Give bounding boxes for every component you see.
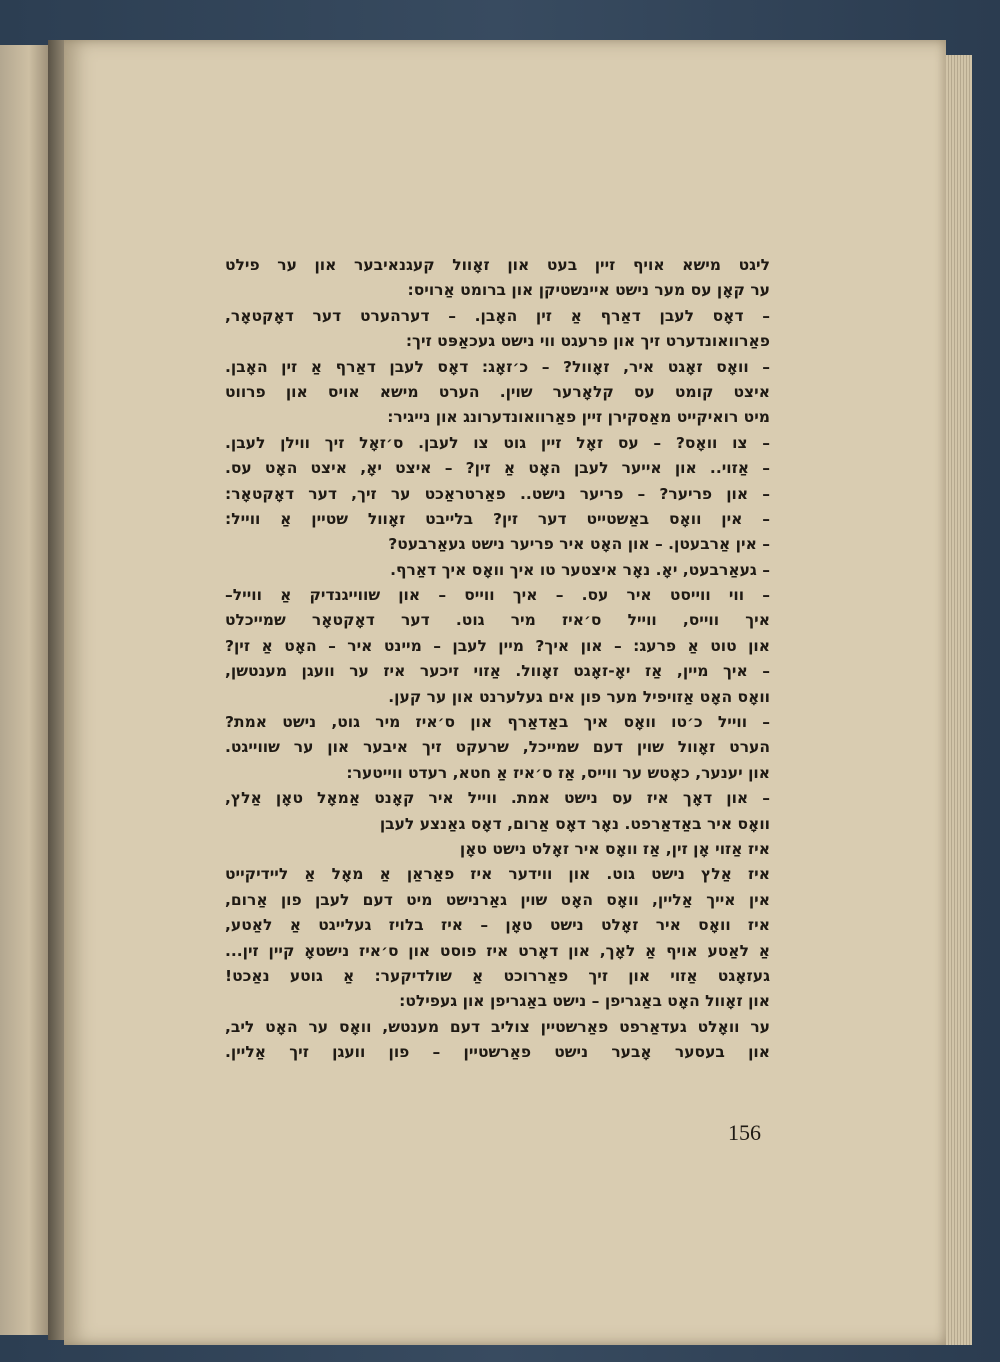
text-line: – און דאָך איז עס נישט אמת. ווייל איר קאָנט אַמאָל טאָן אַלץ, xyxy=(225,789,770,808)
text-line: – געאַרבעט, יאָ. נאָר איצטער טו איך וואָס איך דאַרף. xyxy=(390,560,770,579)
text-line: וואָס האָט אַזויפיל מער פון אים געלערנט און ער קען. xyxy=(388,687,770,706)
text-line: איצט קומט עס קלאָרער שוין. הערט מישא אויס און פרווט xyxy=(225,382,770,401)
text-line: הערט זאָוול שוין דעם שמייכל, שרעקט זיך איבער און ער שווייגט. xyxy=(225,738,770,757)
text-line: – אין אַרבעטן. – און האָט איר פריער נישט געאַרבעט? xyxy=(388,535,770,554)
text-line: – ווייל כ׳טו וואָס איך באַדאַרף און ס׳איז מיר גוט, נישט אמת? xyxy=(225,713,770,732)
text-line: – און פריער? – פריער נישט.. פאַרטראַכט ער זיך, דער דאָקטאָר: xyxy=(225,484,770,503)
text-line: ער וואָלט געדאַרפט פאַרשטיין צוליב דעם מענטש, וואָס ער האָט ליב, xyxy=(225,1017,770,1036)
text-line: ער קאָן עס מער נישט איינשטיקן און ברומט אַרויס: xyxy=(407,281,770,300)
text-line: איז וואָס איר זאָלט נישט טאָן – איז בלויז געלייגט אַ לאַטע, xyxy=(225,916,770,935)
text-line: – צו וואָס? – עס זאָל זיין גוט צו לעבן. ס׳זאָל זיך ווילן לעבן. xyxy=(225,433,770,452)
text-line: – דאָס לעבן דאַרף אַ זין האָבן. – דערהערט דער דאָקטאָר, xyxy=(225,306,770,325)
left-page-edge xyxy=(0,45,50,1335)
text-line: – ווי ווייסט איר עס. – איך ווייס – און שווייגנדיק אַ ווייל– xyxy=(225,586,770,605)
text-line: איז אַזוי אָן זין, אַז וואָס איר זאָלט נישט טאָן xyxy=(459,839,770,858)
text-line: און זאָוול האָט באַגריפן – נישט באַגריפן און געפילט: xyxy=(399,992,770,1011)
text-line: – אַזוי.. און אייער לעבן האָט אַ זין? – איצט יאָ, איצט האָט עס. xyxy=(225,459,770,478)
text-line: פאַרוואונדערט זיך און פרעגט ווי נישט געכאַפּט זיך: xyxy=(405,332,770,351)
text-line: און יענער, כאָטש ער ווייס, אַז ס׳איז אַ חטא, רעדט ווייטער: xyxy=(346,763,770,782)
text-line: – איך מיין, אַז יאָ-זאָגט זאָוול. אַזוי זיכער איז ער וועגן מענטשן, xyxy=(225,662,770,681)
text-line: און בעסער אָבער נישט פאַרשטיין – פון וועגן זיך אַליין. xyxy=(225,1043,770,1062)
text-line: – וואָס זאָגט איר, זאָוול? – כ׳זאָג: דאָס לעבן דאַרף אַ זין האָבן. xyxy=(225,357,770,376)
book-gutter xyxy=(48,40,64,1340)
text-line: – אין וואָס באַשטייט דער זין? בלייבט זאָוול שטיין אַ ווייל: xyxy=(225,509,770,528)
text-line: וואָס איר באַדאַרפט. נאָר דאָס אַרום, דאָס גאַנצע לעבן xyxy=(379,814,770,833)
text-line: איך ווייס, ווייל ס׳איז מיר גוט. דער דאָקטאָר שמייכלט xyxy=(225,611,770,630)
text-line: אין אייך אַליין, וואָס האָט שוין גאַרנישט מיט דעם לעבן פון אַרום, xyxy=(225,890,770,909)
text-line: מיט רואיקייט מאַסקירן זיין פאַרוואונדערונג און נייגיר: xyxy=(387,408,770,427)
text-line: געזאָגט אַזוי און זיך פאַררוכט אַ שולדיקער: אַ גוטע נאַכט! xyxy=(225,966,770,985)
page-number: 156 xyxy=(728,1120,761,1145)
text-line: אַ לאַטע אויף אַ לאָך, און דאָרט איז פוסט און ס׳איז נישטאָ קיין זין... xyxy=(225,941,770,960)
text-line: ליגט מישא אויף זיין בעט און זאָוול קעגנאיבער און ער פילט xyxy=(225,256,770,274)
page-text xyxy=(225,253,770,1066)
text-line: איז אַלץ נישט גוט. און ווידער איז פאַראַן אַ מאָל אַ ליידיקייט xyxy=(225,865,770,884)
text-line: און טוט אַ פרעג: – און איך? מיין לעבן – מיינט איר – האָט אַ זין? xyxy=(225,636,770,655)
page-stack-edge xyxy=(946,55,972,1345)
